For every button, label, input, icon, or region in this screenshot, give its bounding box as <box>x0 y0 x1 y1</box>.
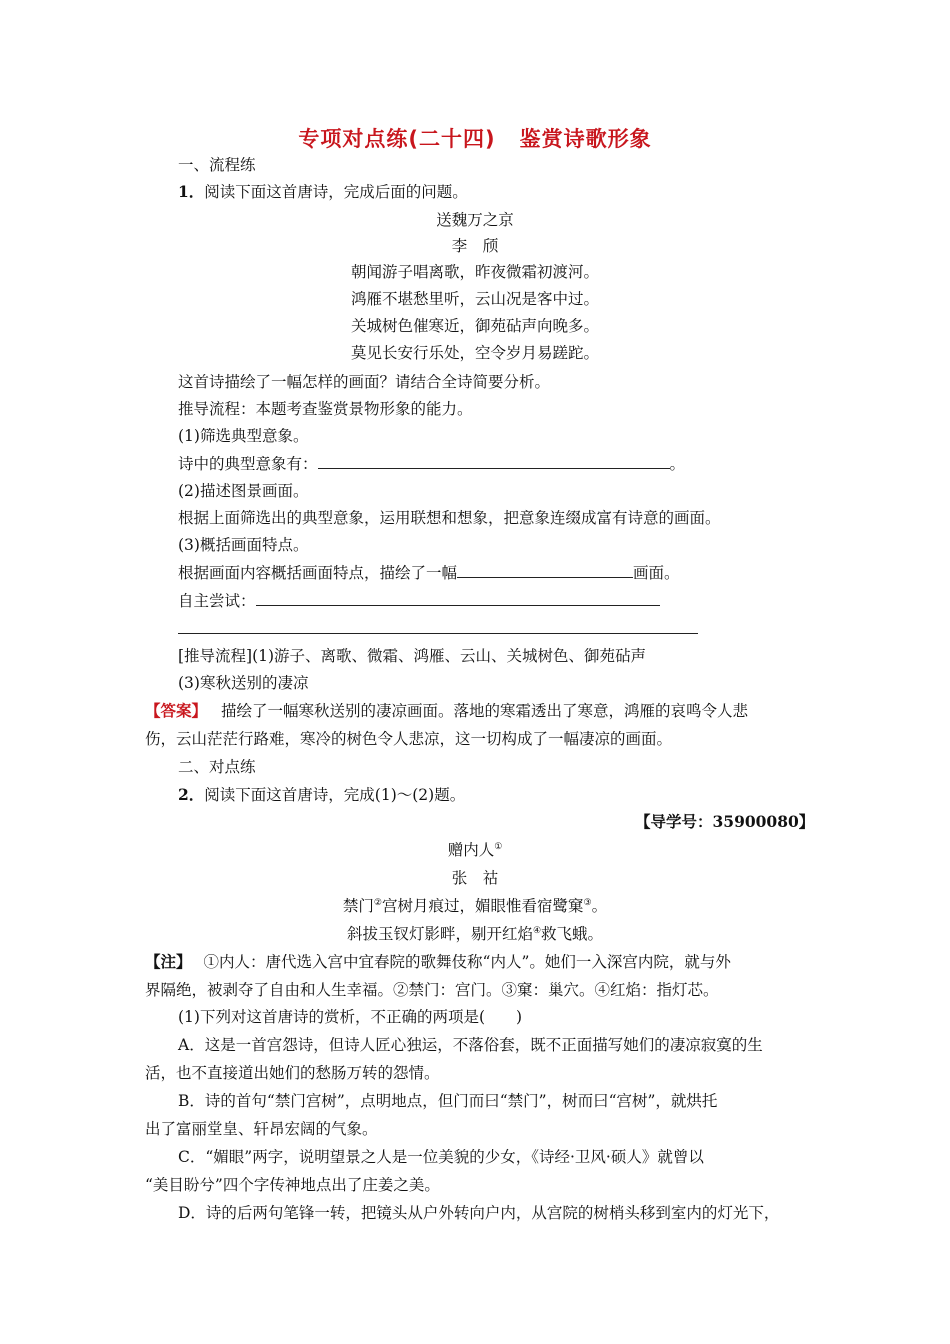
sub-question-1: (1)下列对这首唐诗的赏析，不正确的两项是( ) <box>178 1008 523 1026</box>
note-line: 界隔绝，被剥夺了自由和人生幸福。②禁门：宫门。③窠：巢穴。④红焰：指灯芯。 <box>145 981 719 999</box>
flow-answer-1: [推导流程](1)游子、离歌、微霜、鸿雁、云山、关城树色、御苑砧声 <box>178 647 647 665</box>
question-1-prompt: 1．阅读下面这首唐诗，完成后面的问题。 <box>178 182 468 201</box>
poem-line: 鸿雁不堪愁里听，云山况是客中过。 <box>350 290 599 308</box>
poem-author: 李 颀 <box>451 237 499 255</box>
option-a: A．这是一首宫怨诗，但诗人匠心独运，不落俗套，既不正面描写她们的凄凉寂寞的生 <box>178 1036 763 1054</box>
question-2-prompt: 2．阅读下面这首唐诗，完成(1)～(2)题。 <box>178 785 466 804</box>
footnote-mark: ② <box>373 897 382 908</box>
option-b: B．诗的首句“禁门宫树”，点明地点，但门而曰“禁门”，树而曰“宫树”，就烘托 <box>178 1092 718 1110</box>
note-line: 【注】 ①内人：唐代选入宫中宜春院的歌舞伎称“内人”。她们一入深宫内院，就与外 <box>145 952 731 971</box>
title-main: 专项对点练(二十四) <box>298 127 496 151</box>
step-3: (3)概括画面特点。 <box>178 536 309 554</box>
page-title <box>0 123 950 153</box>
poem-author: 张 祜 <box>451 869 499 887</box>
poem-title: 赠内人① <box>447 841 503 859</box>
answer-tag: 【答案】 <box>145 701 208 720</box>
question-number: 1． <box>178 182 205 201</box>
footnote-mark: ④ <box>532 925 542 936</box>
flow-intro: 推导流程：本题考查鉴赏景物形象的能力。 <box>178 400 473 418</box>
answer-blank[interactable] <box>256 590 660 606</box>
section-heading-1: 一、流程练 <box>178 156 256 174</box>
poem-line: 斜拔玉钗灯影畔，剔开红焰④救飞蛾。 <box>346 925 604 943</box>
footnote-mark: ③ <box>583 897 592 908</box>
step-1: (1)筛选典型意象。 <box>178 427 309 445</box>
try-line: 自主尝试： <box>178 590 660 611</box>
title-sub: 鉴赏诗歌形象 <box>519 127 652 151</box>
option-c-cont: “美目盼兮”四个字传神地点出了庄姜之美。 <box>145 1176 440 1194</box>
poem-line: 莫见长安行乐处，空令岁月易蹉跎。 <box>350 344 599 362</box>
poem-line: 关城树色催寒近，御苑砧声向晚多。 <box>350 317 599 335</box>
guide-number: 【导学号：35900080】 <box>635 812 815 831</box>
option-c: C．“媚眼”两字，说明望景之人是一位美貌的少女，《诗经·卫风·硕人》就曾以 <box>178 1148 704 1166</box>
fill-blank[interactable] <box>318 453 670 469</box>
answer-line: 伤，云山茫茫行路难，寒冷的树色令人悲凉，这一切构成了一幅凄凉的画面。 <box>145 730 673 748</box>
section-heading-2: 二、对点练 <box>178 758 256 776</box>
option-b-cont: 出了富丽堂皇、轩昂宏阔的气象。 <box>145 1120 378 1138</box>
option-d: D．诗的后两句笔锋一转，把镜头从户外转向户内，从宫院的树梢头移到室内的灯光下， <box>178 1204 780 1222</box>
flow-answer-2: (3)寒秋送别的凄凉 <box>178 674 309 692</box>
question-text: 这首诗描绘了一幅怎样的画面？请结合全诗简要分析。 <box>178 373 551 391</box>
poem-line: 朝闻游子唱离歌，昨夜微霜初渡河。 <box>350 263 599 281</box>
poem-title: 送魏万之京 <box>436 211 514 229</box>
fill-blank[interactable] <box>457 562 633 578</box>
answer-rule[interactable] <box>178 633 698 634</box>
step-2: (2)描述图景画面。 <box>178 482 309 500</box>
poem-line: 禁门②宫树月痕过，媚眼惟看宿鹭窠③。 <box>342 897 608 915</box>
footnote-mark: ① <box>494 841 503 852</box>
note-tag: 【注】 <box>145 952 192 971</box>
option-a-cont: 活，也不直接道出她们的愁肠万转的怨情。 <box>145 1064 440 1082</box>
step-2-desc: 根据上面筛选出的典型意象，运用联想和想象，把意象连缀成富有诗意的画面。 <box>178 509 721 527</box>
answer-line: 【答案】 描绘了一幅寒秋送别的凄凉画面。落地的寒霜透出了寒意，鸿雁的哀鸣令人悲 <box>145 701 749 720</box>
step-1-fill: 诗中的典型意象有： 。 <box>178 455 686 473</box>
step-3-fill: 根据画面内容概括画面特点，描绘了一幅 画面。 <box>178 564 680 582</box>
